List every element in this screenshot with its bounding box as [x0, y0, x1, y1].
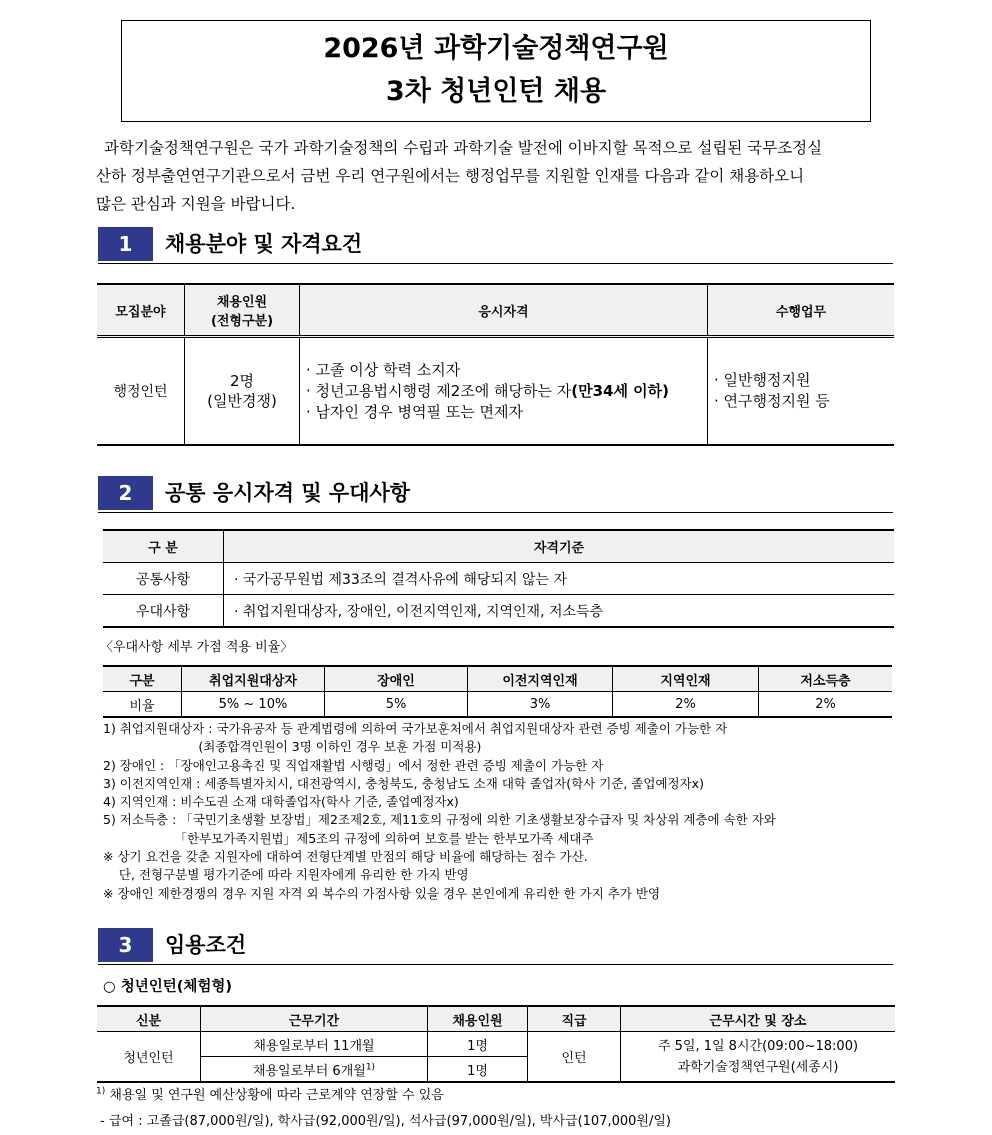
table-row: [103, 692, 892, 718]
duty-item: · 일반행정지원: [714, 371, 811, 389]
footnote-marker: 1): [365, 1062, 376, 1073]
table-row: [97, 1032, 895, 1057]
title-line-1: 2026년 과학기술정책연구원: [323, 33, 669, 64]
header-field: 모집분야: [97, 284, 185, 337]
subheading: ○ 청년인턴(체험형): [103, 979, 233, 995]
count-cell: 1명: [428, 1032, 528, 1057]
period-cell: [201, 1057, 428, 1083]
header-duty: 수행업무: [708, 284, 895, 337]
bonus-table: [103, 665, 892, 718]
bonus-value: 5%: [325, 692, 468, 718]
bonus-value: 3%: [468, 692, 613, 718]
header-count-line2: (전형구분): [210, 314, 274, 329]
field-cell: 행정인턴: [97, 337, 185, 446]
bonus-value: 비율: [103, 692, 182, 718]
note-line: 「한부모가족지원법」제5조의 규정에 의하여 보호를 받는 한부모가족 세대주: [103, 830, 594, 846]
note-line: 단, 전형구분별 평가기준에 따라 지원자에게 유리한 한 가지 반영: [103, 867, 469, 883]
count-line2: (일반경쟁): [207, 392, 277, 410]
table-header-row: [103, 666, 892, 692]
table-header-row: [103, 530, 894, 563]
bonus-header: 장애인: [325, 666, 468, 692]
section-2-header: [98, 476, 893, 513]
duty-cell: [708, 337, 895, 446]
period-cell: 채용일로부터 11개월: [201, 1032, 428, 1057]
bonus-header: 구분: [103, 666, 182, 692]
header-count: [185, 284, 300, 337]
footnote: [96, 1084, 444, 1103]
bonus-subtitle: 〈우대사항 세부 가점 적용 비율〉: [100, 640, 294, 655]
section-title: 공통 응시자격 및 우대사항: [165, 481, 411, 505]
table-header-row: [97, 284, 894, 337]
rank-cell: 인턴: [528, 1032, 621, 1083]
table-row: [103, 595, 894, 628]
note-line: 5) 저소득층 : 「국민기초생활 보장법」제2조제2호, 제11호의 규정에 의한 기초생활보장수급자 및 차상위 계층에 속한 자와: [103, 812, 776, 828]
bonus-header: 취업지원대상자: [182, 666, 325, 692]
bonus-header: 지역인재: [613, 666, 759, 692]
document-title-box: [121, 20, 871, 122]
note-line: ※ 상기 요건을 갖춘 지원자에 대하여 전형단계별 만점의 해당 비율에 해당하는 점수 가산.: [103, 849, 588, 865]
section-1-header: [98, 227, 893, 264]
bonus-value: 2%: [613, 692, 759, 718]
header-rank: 직급: [528, 1006, 621, 1032]
intro-line: 많은 관심과 지원을 바랍니다.: [96, 195, 296, 213]
note-line: 2) 장애인 : 「장애인고용촉진 및 직업재활법 시행령」에서 정한 관련 증빙 제출이 가능한 자: [103, 757, 604, 773]
intro-line: 산하 정부출연연구기관으로서 금번 우리 연구원에서는 행정업무를 지원할 인재를 다음과 같이 채용하오니: [96, 167, 805, 185]
bonus-value: 2%: [759, 692, 893, 718]
note-line: 1) 취업지원대상자 : 국가유공자 등 관계법령에 의하여 국가보훈처에서 취업지원대상자 관련 증빙 제출이 가능한 자: [103, 721, 728, 736]
work-hours: 주 5일, 1일 8시간(09:00~18:00): [657, 1038, 859, 1054]
note-line: (최종합격인원이 3명 이하인 경우 보훈 가점 미적용): [103, 739, 482, 755]
bonus-header: 이전지역인재: [468, 666, 613, 692]
header-criteria: 자격기준: [224, 530, 895, 563]
title-line-2: 3차 청년인턴 채용: [385, 76, 607, 107]
criteria-cell: · 국가공무원법 제33조의 결격사유에 해당되지 않는 자: [224, 563, 895, 595]
section-number: 1: [98, 227, 153, 261]
work-place: 과학기술정책연구원(세종시): [677, 1059, 839, 1075]
bonus-value: 5% ~ 10%: [182, 692, 325, 718]
section-title: 임용조건: [165, 933, 247, 957]
hours-place-cell: [621, 1032, 896, 1083]
count-cell: [185, 337, 300, 446]
status-cell: 청년인턴: [97, 1032, 201, 1083]
bonus-notes: [103, 720, 903, 903]
section-number: 3: [98, 928, 153, 962]
footnote-text: 채용일 및 연구원 예산상황에 따라 근로계약 연장할 수 있음: [105, 1088, 444, 1103]
count-line1: 2명: [229, 372, 255, 390]
footnote-marker: 1): [96, 1086, 106, 1097]
category-cell: 공통사항: [103, 563, 224, 595]
header-status: 신분: [97, 1006, 201, 1032]
qualification-item: [306, 381, 706, 402]
count-cell: 1명: [428, 1057, 528, 1083]
requirements-table: [97, 283, 894, 446]
salary-info: - 급여 : 고졸급(87,000원/일), 학사급(92,000원/일), 석사급(97,000원/일), 박사급(107,000원/일): [96, 1114, 671, 1129]
qualification-item: · 고졸 이상 학력 소지자: [306, 360, 461, 379]
qualification-item: · 남자인 경우 병역필 또는 면제자: [306, 402, 523, 421]
category-cell: 우대사항: [103, 595, 224, 628]
employment-table: [97, 1005, 895, 1083]
header-count: 채용인원: [428, 1006, 528, 1032]
table-row: [97, 337, 894, 446]
section-number: 2: [98, 476, 153, 510]
table-header-row: [97, 1006, 895, 1032]
period-text: 채용일로부터 6개월: [252, 1063, 366, 1079]
header-count-line1: 채용인원: [216, 295, 268, 310]
qualification-cell: [300, 337, 708, 446]
header-qualification: 응시자격: [300, 284, 708, 337]
eligibility-table: [103, 529, 894, 628]
header-hours-place: 근무시간 및 장소: [621, 1006, 896, 1032]
note-line: ※ 장애인 제한경쟁의 경우 지원 자격 외 복수의 가점사항 있을 경우 본인에게 유리한 한 가지 추가 반영: [103, 885, 661, 901]
bonus-header: 저소득층: [759, 666, 893, 692]
table-row: [103, 563, 894, 595]
section-3-header: [98, 928, 893, 965]
intro-line: 과학기술정책연구원은 국가 과학기술정책의 수립과 과학기술 발전에 이바지할 목적으로 설립된 국무조정실: [104, 139, 823, 157]
header-category: 구 분: [103, 530, 224, 563]
age-limit: (만34세 이하): [571, 381, 670, 400]
qualification-text: · 청년고용법시행령 제2조에 해당하는 자: [306, 381, 572, 400]
header-period: 근무기간: [201, 1006, 428, 1032]
note-line: 4) 지역인재 : 비수도권 소재 대학졸업자(학사 기준, 졸업예정자x): [103, 794, 459, 810]
intro-paragraph: [96, 134, 896, 218]
criteria-cell: · 취업지원대상자, 장애인, 이전지역인재, 지역인재, 저소득층: [224, 595, 895, 628]
section-title: 채용분야 및 자격요건: [165, 232, 363, 256]
duty-item: · 연구행정지원 등: [714, 392, 830, 410]
note-line: 3) 이전지역인재 : 세종특별자치시, 대전광역시, 충청북도, 충청남도 소재 대학 졸업자(학사 기준, 졸업예정자x): [103, 775, 704, 791]
